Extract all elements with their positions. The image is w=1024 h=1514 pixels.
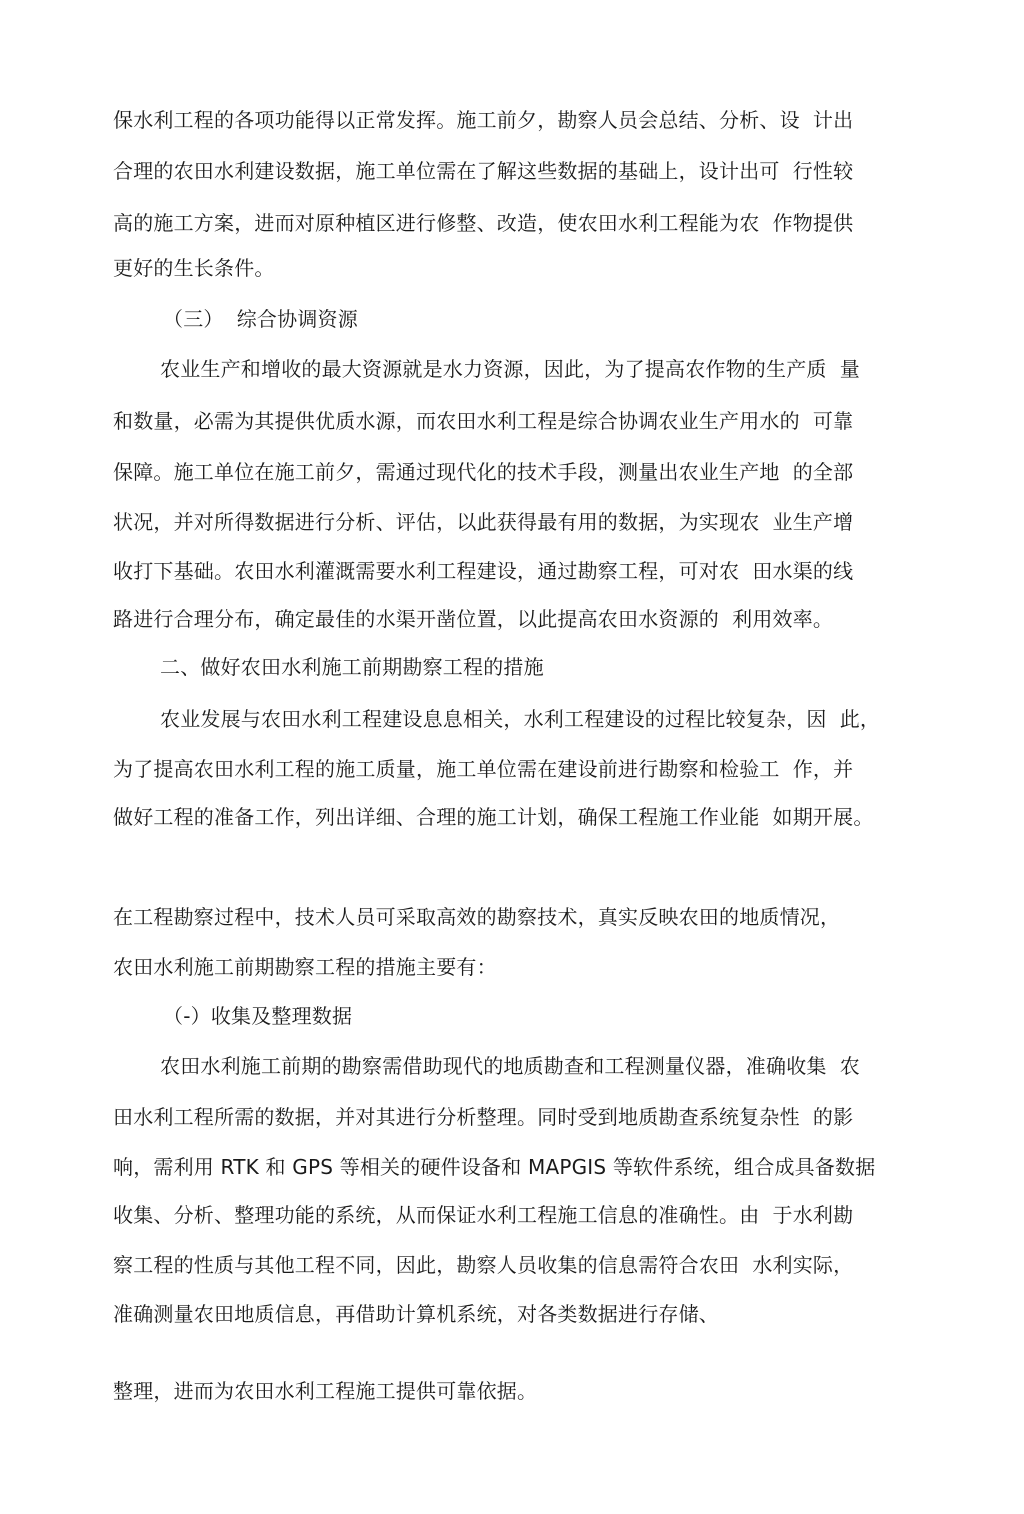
paragraph-line: 和数量，必需为其提供优质水源，而农田水利工程是综合协调农业生产用水的 可靠 [113,409,854,433]
paragraph-line: 做好工程的准备工作，列出详细、合理的施工计划，确保工程施工作业能 如期开展。 [113,805,874,829]
paragraph-line: 路进行合理分布，确定最佳的水渠开凿位置，以此提高农田水资源的 利用效率。 [113,607,834,631]
paragraph-line: 响，需利用 RTK 和 GPS 等相关的硬件设备和 MAPGIS 等软件系统，组合成具备数据 [113,1155,876,1179]
paragraph-line: 农业发展与农田水利工程建设息息相关，水利工程建设的过程比较复杂，因 此， [160,707,881,731]
paragraph-line: 田水利工程所需的数据，并对其进行分析整理。同时受到地质勘查系统复杂性 的影 [113,1105,854,1129]
paragraph-line: 收打下基础。农田水利灌溉需要水利工程建设，通过勘察工程，可对农 田水渠的线 [113,559,854,583]
section-heading: （-）收集及整理数据 [163,1004,353,1028]
paragraph-line: 收集、分析、整理功能的系统，从而保证水利工程施工信息的准确性。由 于水利勘 [113,1203,854,1227]
paragraph-line: 准确测量农田地质信息，再借助计算机系统，对各类数据进行存储、 [113,1302,719,1326]
paragraph-line: 保障。施工单位在施工前夕，需通过现代化的技术手段，测量出农业生产地 的全部 [113,460,854,484]
paragraph-line: 农田水利施工前期的勘察需借助现代的地质勘查和工程测量仪器，准确收集 农 [160,1054,860,1078]
section-heading: 二、做好农田水利施工前期勘察工程的措施 [160,655,544,679]
paragraph-line: 高的施工方案，进而对原种植区进行修整、改造，使农田水利工程能为农 作物提供 [113,211,854,235]
paragraph-line: 整理，进而为农田水利工程施工提供可靠依据。 [113,1379,538,1403]
paragraph-line: 保水利工程的各项功能得以正常发挥。施工前夕，勘察人员会总结、分析、设 计出 [113,108,854,132]
paragraph-line: 为了提高农田水利工程的施工质量，施工单位需在建设前进行勘察和检验工 作，并 [113,757,854,781]
paragraph-line: 合理的农田水利建设数据，施工单位需在了解这些数据的基础上，设计出可 行性较 [113,159,854,183]
paragraph-line: 农田水利施工前期勘察工程的措施主要有： [113,955,497,979]
paragraph-line: 察工程的性质与其他工程不同，因此，勘察人员收集的信息需符合农田 水利实际， [113,1253,854,1277]
paragraph-line: 状况，并对所得数据进行分析、评估，以此获得最有用的数据，为实现农 业生产增 [113,510,854,534]
section-heading: （三） 综合协调资源 [163,307,358,331]
paragraph-line: 农业生产和增收的最大资源就是水力资源，因此，为了提高农作物的生产质 量 [160,357,860,381]
paragraph-line: 在工程勘察过程中，技术人员可采取高效的勘察技术，真实反映农田的地质情况， [113,905,841,929]
paragraph-line: 更好的生长条件。 [113,256,275,280]
